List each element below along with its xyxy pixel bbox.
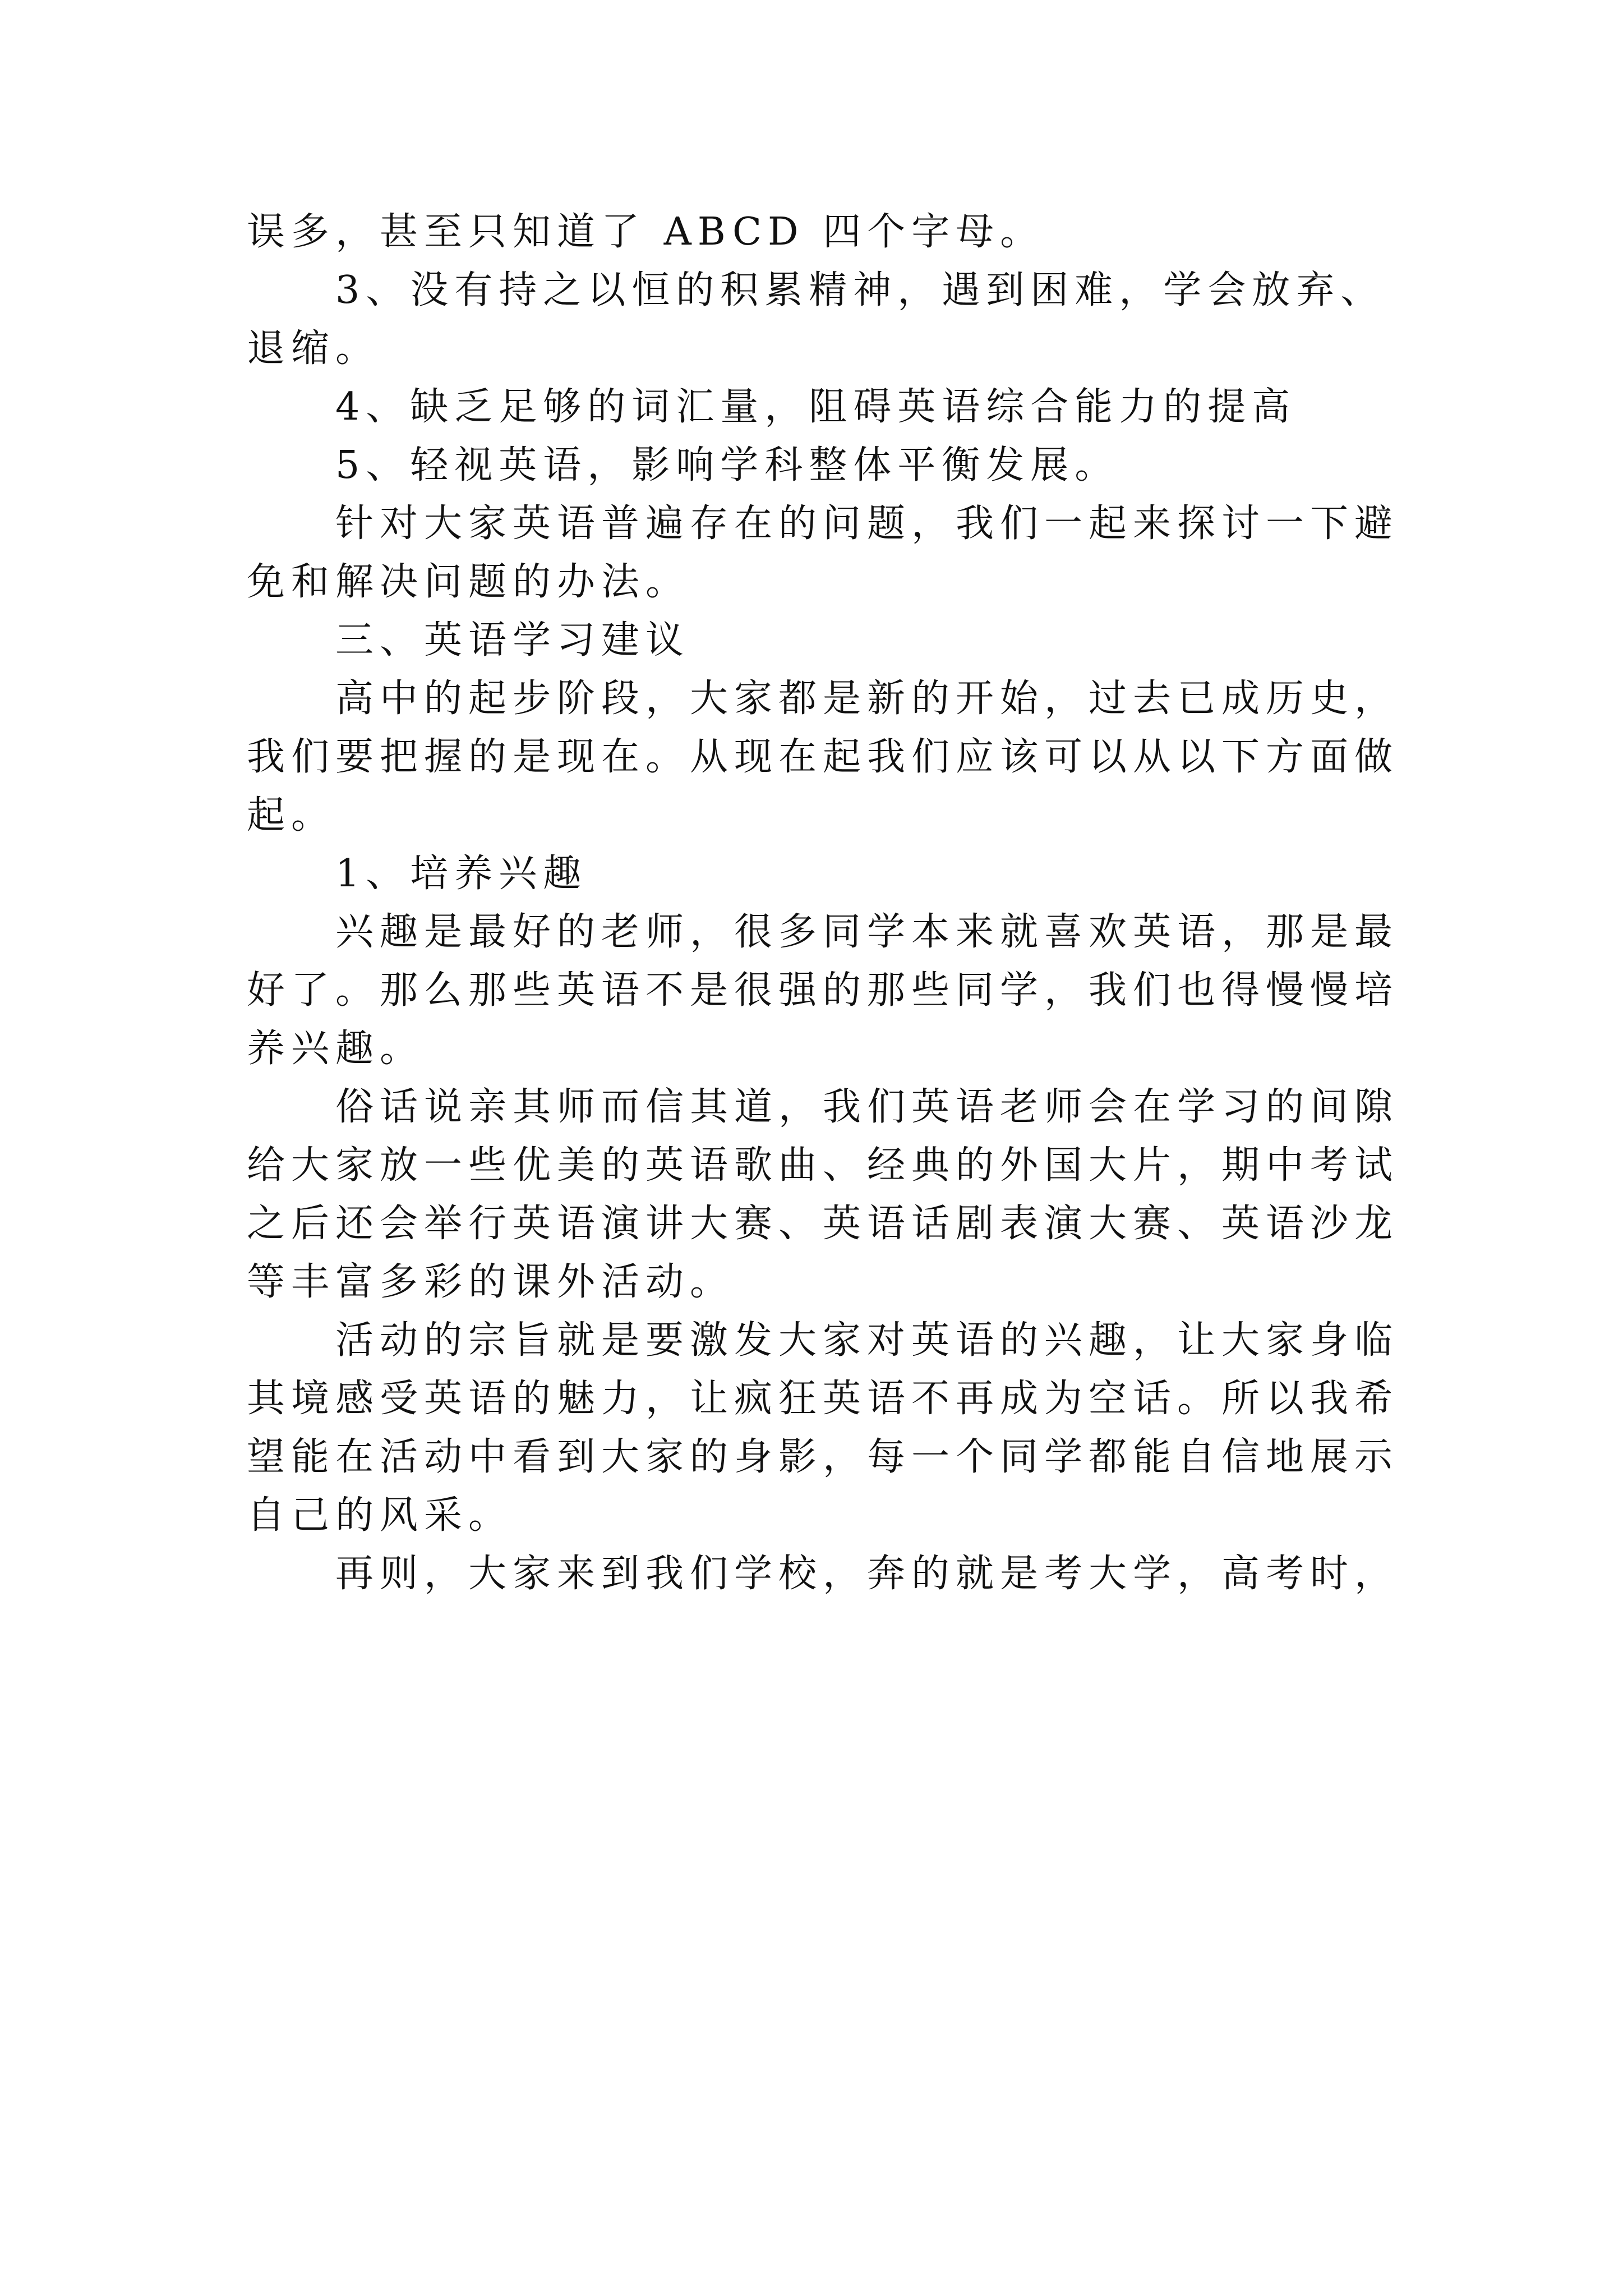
text-line: 起。 xyxy=(247,793,336,838)
text-line: 误多，甚至只知道了 ABCD 四个字母。 xyxy=(247,210,1045,254)
text-line: 其境感受英语的魅力，让疯狂英语不再成为空话。所以我希 xyxy=(247,1377,1399,1421)
text-line: 自己的风采。 xyxy=(247,1493,513,1538)
section-heading: 三、英语学习建议 xyxy=(335,618,690,662)
text-line: 3、没有持之以恒的积累精神，遇到困难，学会放弃、 xyxy=(335,268,1385,312)
text-line: 退缩。 xyxy=(247,326,380,371)
text-line: 针对大家英语普遍存在的问题，我们一起来探讨一下避 xyxy=(335,501,1399,546)
text-line: 活动的宗旨就是要激发大家对英语的兴趣，让大家身临 xyxy=(335,1318,1399,1363)
text-line: 我们要把握的是现在。从现在起我们应该可以从以下方面做 xyxy=(247,735,1399,779)
subsection-heading: 1、培养兴趣 xyxy=(335,852,588,896)
text-line: 养兴趣。 xyxy=(247,1027,425,1071)
text-line: 4、缺乏足够的词汇量，阻碍英语综合能力的提高 xyxy=(335,385,1297,429)
text-line: 兴趣是最好的老师，很多同学本来就喜欢英语，那是最 xyxy=(335,910,1399,954)
text-line: 再则，大家来到我们学校，奔的就是考大学，高考时， xyxy=(335,1552,1399,1596)
text-line: 好了。那么那些英语不是很强的那些同学，我们也得慢慢培 xyxy=(247,968,1399,1013)
text-line: 俗话说亲其师而信其道，我们英语老师会在学习的间隙 xyxy=(335,1085,1399,1129)
text-line: 给大家放一些优美的英语歌曲、经典的外国大片，期中考试 xyxy=(247,1143,1399,1188)
text-line: 等丰富多彩的课外活动。 xyxy=(247,1260,735,1304)
text-line: 之后还会举行英语演讲大赛、英语话剧表演大赛、英语沙龙 xyxy=(247,1202,1399,1246)
text-line: 免和解决问题的办法。 xyxy=(247,560,690,604)
text-line: 高中的起步阶段，大家都是新的开始，过去已成历史， xyxy=(335,677,1399,721)
document-body xyxy=(247,203,1399,1603)
text-line: 5、轻视英语，影响学科整体平衡发展。 xyxy=(335,443,1119,487)
text-line: 望能在活动中看到大家的身影，每一个同学都能自信地展示 xyxy=(247,1435,1399,1479)
